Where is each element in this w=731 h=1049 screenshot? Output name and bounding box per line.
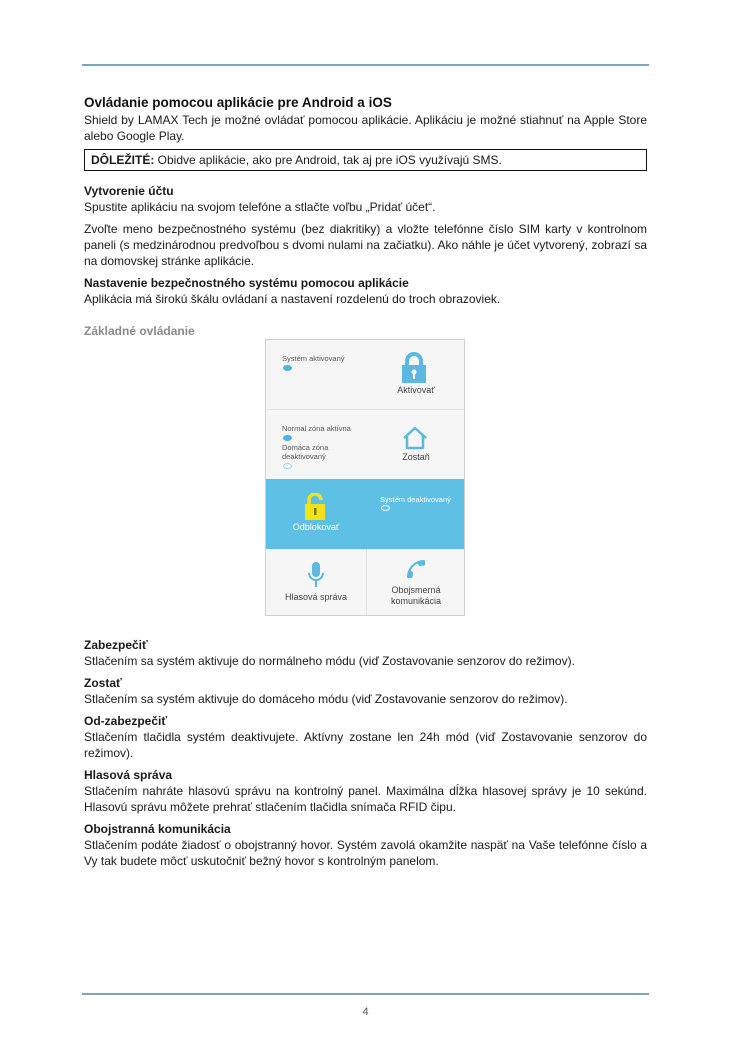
- description-text: Stlačením nahráte hlasovú správu na kontrolný panel. Maximálna dĺžka hlasovej správy je 10 sekúnd. Hlasovú správu môžete prehrať stlačením tlačidla snímača RFID čipu.: [84, 784, 647, 814]
- description-title: Od-zabezpečiť: [84, 714, 168, 728]
- note-text: Obidve aplikácie, ako pre Android, tak aj pre iOS využívajú SMS.: [154, 153, 502, 167]
- descriptions: [84, 637, 647, 875]
- paragraph: Spustite aplikáciu na svojom telefóne a stlačte voľbu „Pridať účet“.: [84, 200, 436, 214]
- basic-control-heading: Základné ovládanie: [84, 324, 195, 338]
- paragraph: Aplikácia má širokú škálu ovládaní a nastavení rozdelenú do troch obrazoviek.: [84, 292, 501, 306]
- status-disarmed-text: Systém deaktivovaný: [380, 495, 451, 504]
- eye-icon: [283, 365, 292, 371]
- description-title: Zostať: [84, 676, 122, 690]
- home-zone-text: Domáca zóna deaktivovaný: [282, 443, 329, 461]
- stay-tile[interactable]: [266, 410, 464, 479]
- microphone-icon: [307, 561, 325, 589]
- arm-tile[interactable]: [266, 340, 464, 410]
- phone-icon: [404, 557, 428, 581]
- description-text: Stlačením sa systém aktivuje do domáceho módu (viď Zostavovanie senzorov do režimov).: [84, 692, 568, 706]
- voice-label: Hlasová správa: [284, 592, 348, 602]
- unlock-icon: [304, 493, 326, 521]
- lock-icon: [401, 352, 427, 384]
- description-title: Hlasová správa: [84, 768, 173, 782]
- description-title: Obojstranná komunikácia: [84, 822, 231, 836]
- page-number: 4: [362, 1006, 369, 1018]
- arm-label: Aktivovať: [397, 385, 435, 395]
- disarm-tile[interactable]: [266, 479, 464, 549]
- paragraph: Zvoľte meno bezpečnostného systému (bez diakritiky) a vložte telefónne číslo SIM karty v kontrolnom paneli (s medzinárodnou predvoľbou s dvomi nulami na začiatku). Ako náhle je účet vytvorený, zobrazí sa na domovskej stránke aplikácie.: [84, 222, 647, 268]
- status-armed-text: Systém aktivovaný: [282, 354, 345, 363]
- stay-label: Zostaň: [402, 452, 430, 462]
- subheading-setup: Nastavenie bezpečnostného systému pomocou aplikácie: [84, 276, 409, 290]
- important-note: [84, 149, 647, 171]
- home-icon: [402, 426, 428, 450]
- subheading-account: Vytvorenie účtu: [84, 184, 174, 198]
- description-title: Zabezpečiť: [84, 638, 148, 652]
- note-label: DÔLEŽITÉ:: [91, 153, 155, 167]
- footer-rule: [82, 993, 649, 995]
- intercom-tile[interactable]: [367, 549, 464, 615]
- header-rule: [82, 64, 649, 66]
- description-text: Stlačením sa systém aktivuje do normálneho módu (viď Zostavovanie senzorov do režimov).: [84, 654, 575, 668]
- eye-off-icon: [283, 463, 292, 469]
- normal-zone-text: Normal zóna aktívna: [282, 424, 351, 433]
- description-text: Stlačením podáte žiadosť o obojstranný hovor. Systém zavolá okamžite naspäť na Vaše telefónne číslo a Vy tak budete môcť uskutočniť bežný hovor s kontrolným panelom.: [84, 838, 647, 868]
- section-heading: Ovládanie pomocou aplikácie pre Android a iOS: [84, 95, 392, 110]
- voice-message-tile[interactable]: [266, 549, 367, 615]
- eye-icon: [283, 435, 292, 441]
- disarm-label: Odblokovať: [292, 522, 340, 532]
- intro-paragraph: Shield by LAMAX Tech je možné ovládať pomocou aplikácie. Aplikáciu je možné stiahnuť na Apple Store alebo Google Play.: [84, 113, 647, 143]
- intercom-label: Obojsmerná komunikácia: [390, 585, 442, 606]
- app-screenshot: [265, 339, 465, 616]
- page-content: [84, 94, 647, 339]
- eye-off-icon: [381, 505, 390, 511]
- description-text: Stlačením tlačidla systém deaktivujete. Aktívny zostane len 24h mód (viď Zostavovanie senzorov do režimov).: [84, 730, 647, 760]
